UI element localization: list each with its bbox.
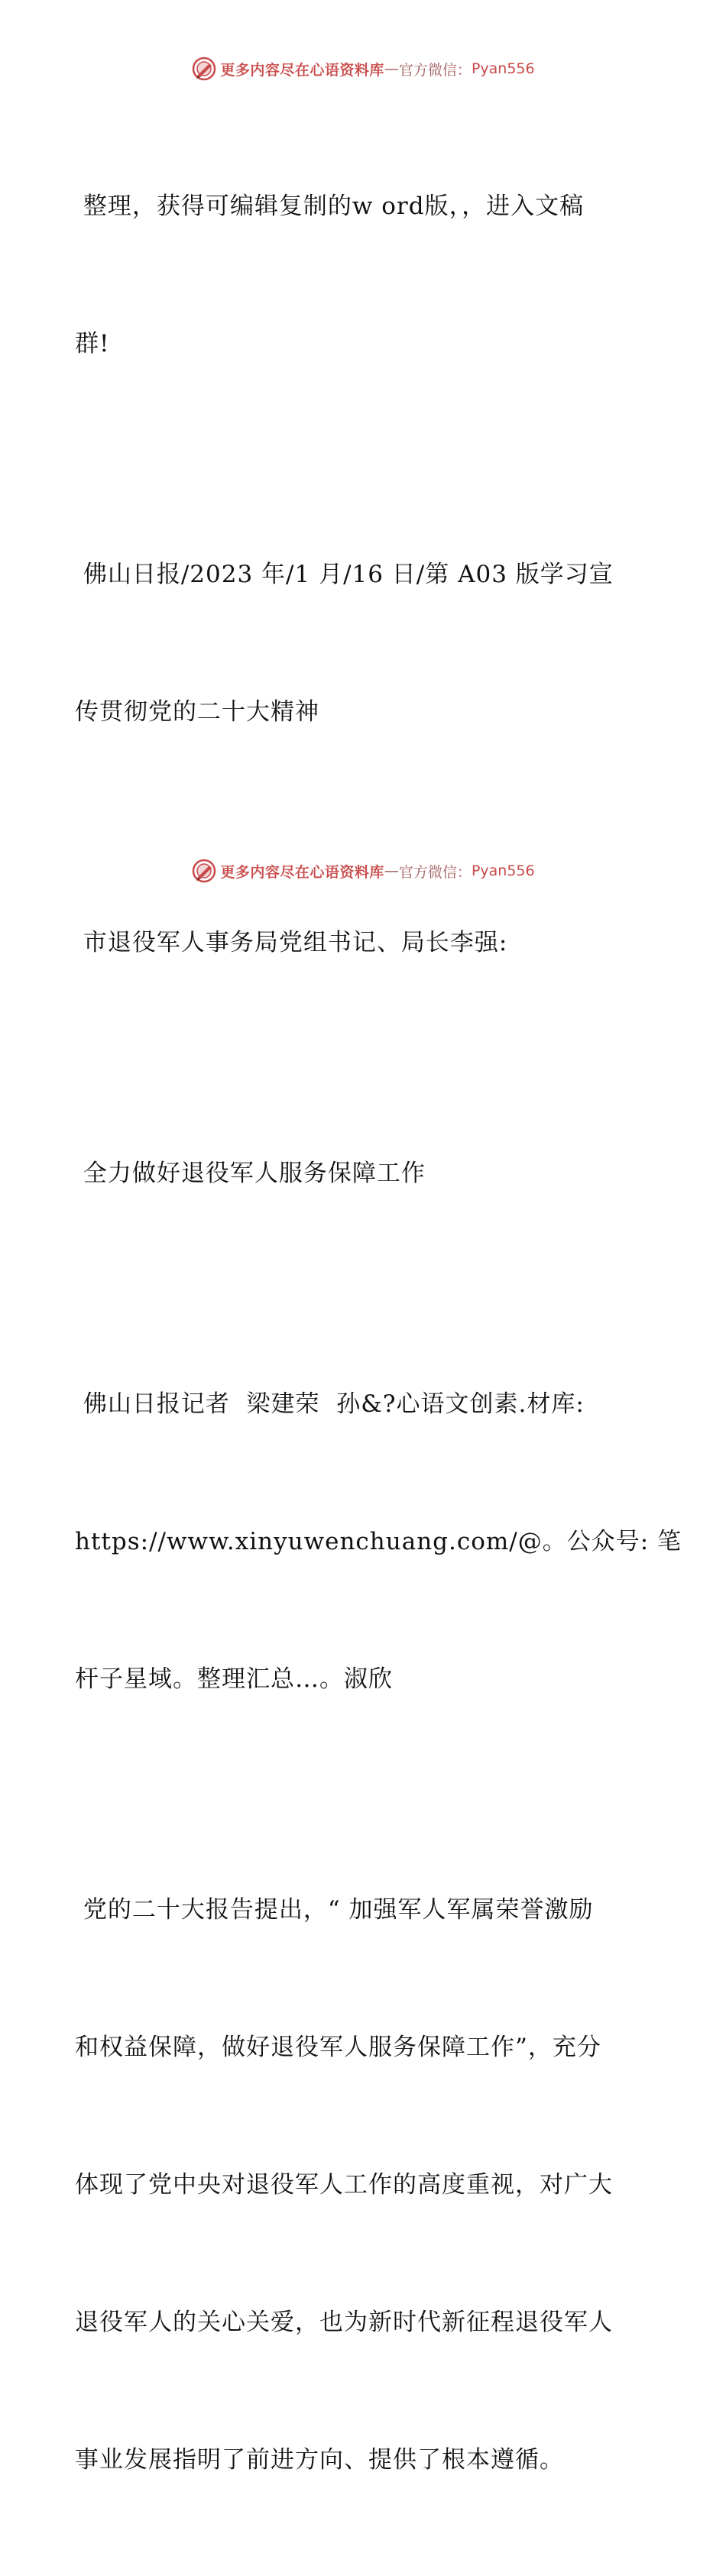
text-line: 体现了党中央对退役军人工作的高度重视，对广大 [75,2171,613,2199]
footer-watermark [0,857,726,885]
header-watermark [0,55,726,83]
watermark-label: 官方微信： [398,61,472,79]
text-line: 佛山日报记者 梁建荣 孙&?心语文创素.材库: [75,1390,585,1418]
watermark-label: 官方微信： [398,863,472,881]
paragraph [75,1290,682,1794]
watermark-main-text: 更多内容尽在心语资料库 [220,61,384,79]
paragraph [75,1059,650,1288]
watermark-wechat-id: Pyan556 [471,60,535,77]
text-line: 群! [75,330,110,358]
document-body [75,92,682,2576]
paragraph [75,92,650,458]
text-line: 市退役军人事务局党组书记、局长李强: [75,929,508,956]
text-line: 全力做好退役军人服务保障工作 [75,1160,426,1187]
watermark-main-text: 更多内容尽在心语资料库 [220,863,384,881]
pen-logo-icon [191,858,217,884]
text-line: 整理，获得可编辑复制的w ord版，，进入文稿 [75,193,585,220]
pen-logo-icon [191,56,217,82]
watermark-separator: — [384,862,399,879]
watermark-wechat-id: Pyan556 [471,862,535,879]
text-line: 传贯彻党的二十大精神 [75,698,319,726]
text-line: 佛山日报/2023 年/1 月/16 日/第 A03 版学习宣 [75,561,614,588]
text-line: 党的二十大报告提出，“ 加强军人军属荣誉激励 [75,1896,594,1924]
text-line: 事业发展指明了前进方向、提供了根本遵循。 [75,2446,564,2474]
watermark-separator: — [384,60,399,77]
paragraph [75,1795,650,2574]
text-line: 退役军人的关心关爱，也为新时代新征程退役军人 [75,2309,613,2336]
text-line: 和权益保障，做好退役军人服务保障工作”，充分 [75,2034,601,2061]
text-line: 杆子星域。整理汇总…。淑欣 [75,1665,393,1693]
text-line: https://www.xinyuwenchuang.com/@。公众号: 笔 [75,1528,682,1555]
paragraph [75,460,650,827]
